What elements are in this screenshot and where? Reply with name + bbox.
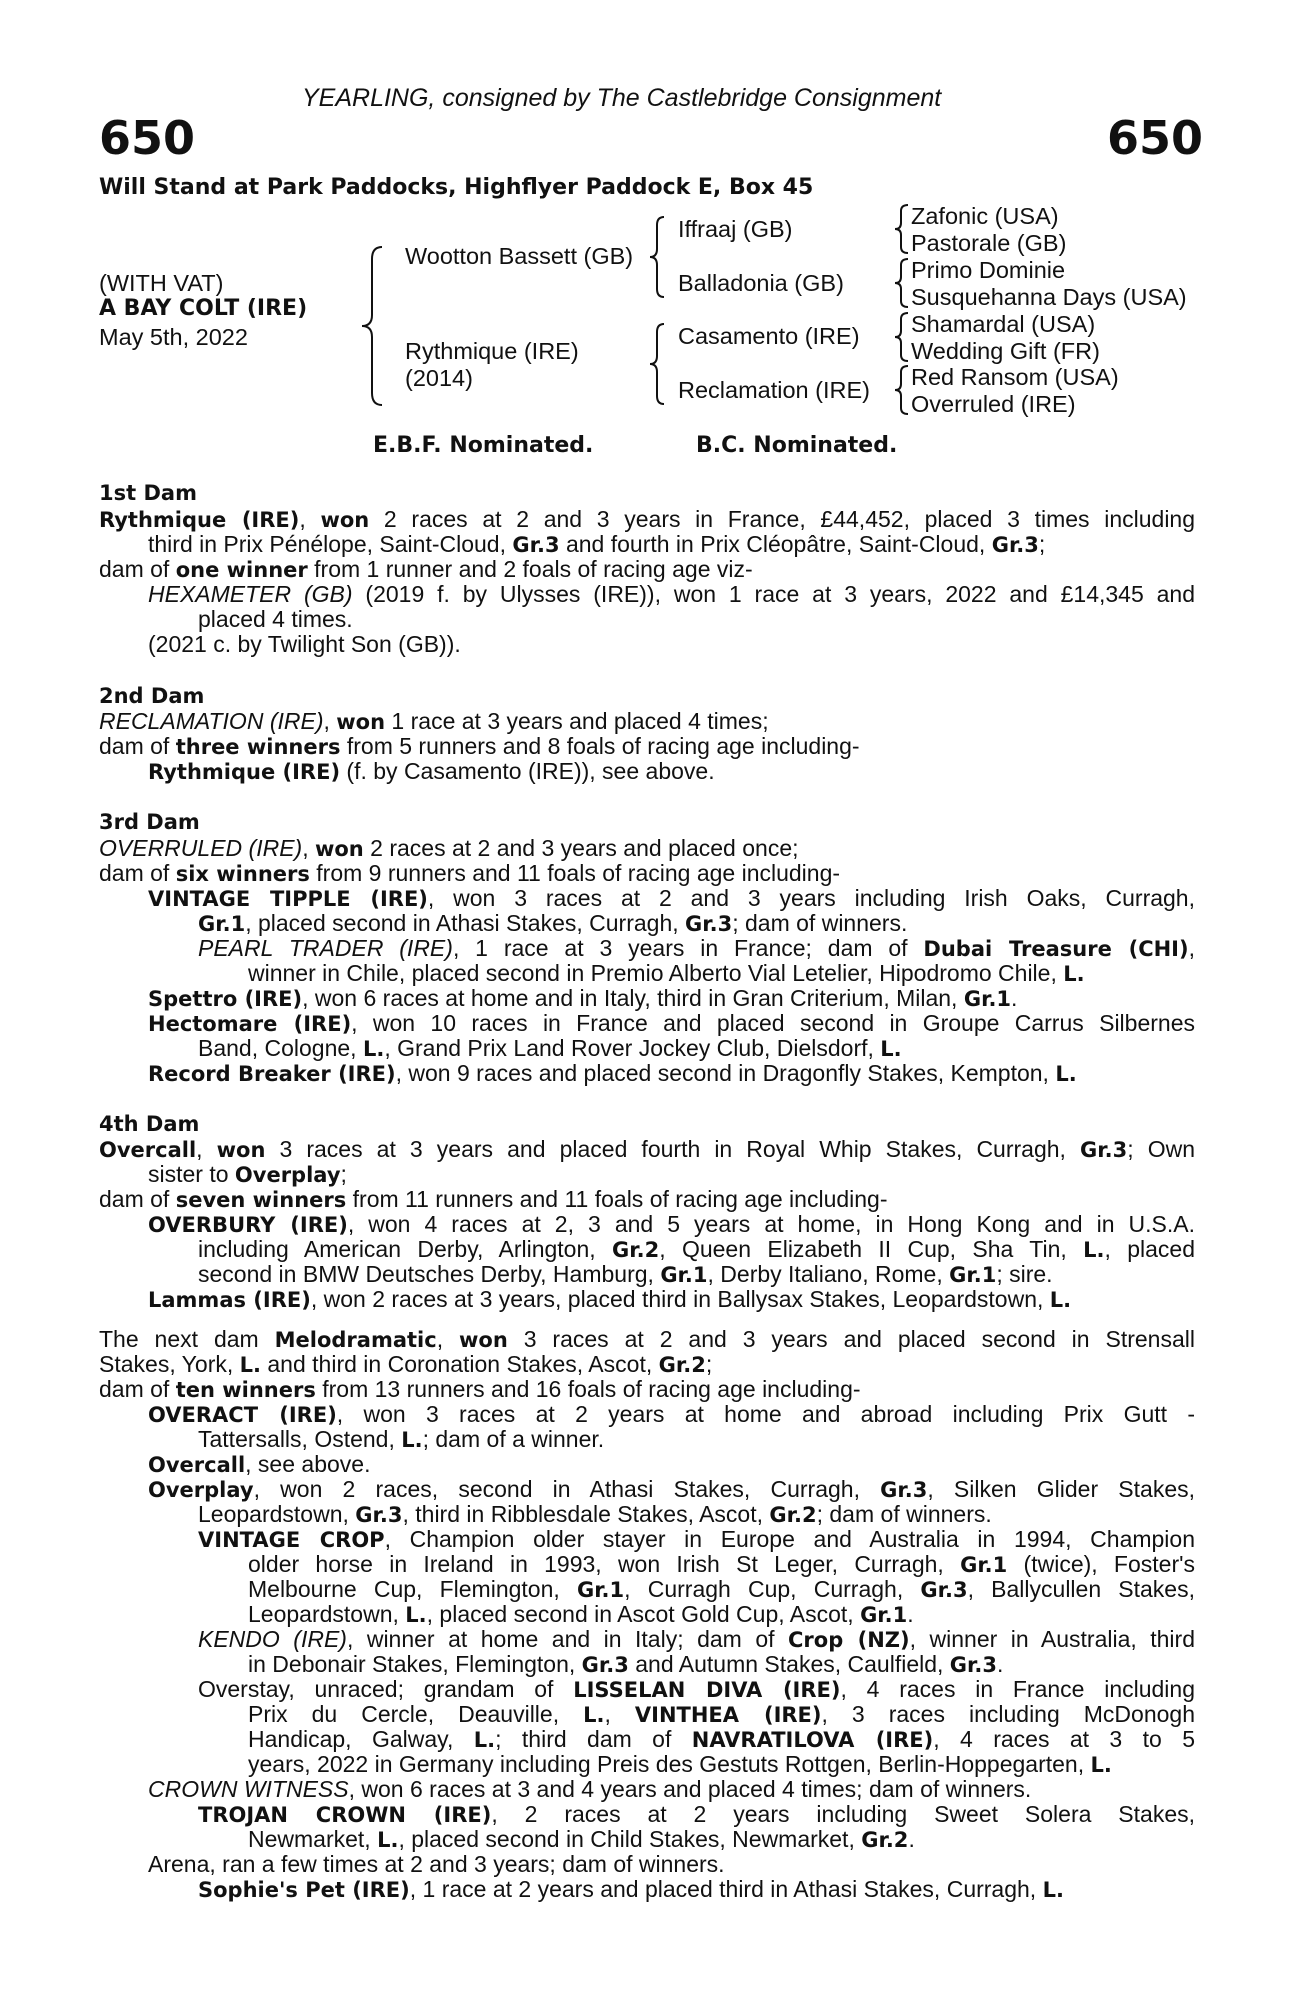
- stand-location: Will Stand at Park Paddocks, Highflyer Paddock E, Box 45: [99, 175, 814, 200]
- text-line: OVERRULED (IRE), won 2 races at 2 and 3 years and placed once;: [99, 835, 799, 861]
- text-line: CROWN WITNESS, won 6 races at 3 and 4 years and placed 4 times; dam of winners.: [148, 1776, 1032, 1802]
- text-line: sister to Overplay;: [148, 1161, 347, 1187]
- consignment-line: YEARLING, consigned by The Castlebridge Consignment: [302, 84, 942, 112]
- text-line: (2021 c. by Twilight Son (GB)).: [148, 631, 461, 657]
- text-line: VINTAGE CROP, Champion older stayer in Europe and Australia in 1994, Champion: [198, 1526, 1196, 1552]
- ped-sds: Primo Dominie: [911, 257, 1066, 283]
- vat-note: (WITH VAT): [99, 270, 224, 296]
- text-line: The next dam Melodramatic, won 3 races at 2 and 3 years and placed second in Strensall: [99, 1326, 1195, 1352]
- text-line: including American Derby, Arlington, Gr.2, Queen Elizabeth II Cup, Sha Tin, L., placed: [198, 1236, 1196, 1262]
- brace-3c: [893, 311, 913, 363]
- section-3rd-dam: 3rd Dam: [99, 810, 200, 834]
- text-line: years, 2022 in Germany including Preis des Gestuts Rottgen, Berlin-Hoppegarten, L.: [248, 1751, 1112, 1777]
- text-line: Leopardstown, Gr.3, third in Ribblesdale Stakes, Ascot, Gr.2; dam of winners.: [198, 1501, 992, 1527]
- text-line: RECLAMATION (IRE), won 1 race at 3 years and placed 4 times;: [99, 708, 769, 734]
- text-line: Spettro (IRE), won 6 races at home and in Italy, third in Gran Criterium, Milan, Gr.1.: [148, 985, 1018, 1011]
- dam: Rythmique (IRE): [405, 338, 579, 364]
- brace-3d: [893, 364, 913, 416]
- ebf-nominated: E.B.F. Nominated.: [373, 433, 594, 458]
- text-line: Arena, ran a few times at 2 and 3 years; dam of winners.: [148, 1851, 725, 1877]
- text-line: OVERBURY (IRE), won 4 races at 2, 3 and 5 years at home, in Hong Kong and in U.S.A.: [148, 1211, 1195, 1237]
- ped-ddd: Overruled (IRE): [911, 391, 1076, 417]
- ped-sss: Zafonic (USA): [911, 203, 1059, 229]
- ped-dss: Shamardal (USA): [911, 311, 1096, 337]
- text-line: Overstay, unraced; grandam of LISSELAN DIVA (IRE), 4 races in France including: [198, 1676, 1195, 1702]
- brace-3b: [893, 257, 913, 309]
- text-line: dam of three winners from 5 runners and 8 foals of racing age including-: [99, 733, 860, 759]
- text-line: OVERACT (IRE), won 3 races at 2 years at home and abroad including Prix Gutt -: [148, 1401, 1195, 1427]
- text-line: Prix du Cercle, Deauville, L., VINTHEA (IRE), 3 races including McDonogh: [248, 1701, 1196, 1727]
- sire-brace: [648, 215, 670, 299]
- text-line: older horse in Ireland in 1993, won Irish St Leger, Curragh, Gr.1 (twice), Foster's: [248, 1551, 1195, 1577]
- text-line: third in Prix Pénélope, Saint-Cloud, Gr.3 and fourth in Prix Cléopâtre, Saint-Cloud, Gr.3;: [148, 531, 1046, 557]
- text-line: Overcall, see above.: [148, 1451, 371, 1477]
- text-line: winner in Chile, placed second in Premio Alberto Vial Letelier, Hipodromo Chile, L.: [248, 960, 1085, 986]
- ped-sdd: Susquehanna Days (USA): [911, 284, 1187, 310]
- ped-dsd: Wedding Gift (FR): [911, 338, 1100, 364]
- section-4th-dam: 4th Dam: [99, 1112, 200, 1136]
- horse-dob: May 5th, 2022: [99, 324, 248, 350]
- horse-name: A BAY COLT (IRE): [99, 296, 308, 321]
- text-line: Rythmique (IRE) (f. by Casamento (IRE)), see above.: [148, 758, 715, 784]
- text-line: Rythmique (IRE), won 2 races at 2 and 3 years in France, £44,452, placed 3 times including: [99, 506, 1196, 532]
- text-line: dam of seven winners from 11 runners and 11 foals of racing age including-: [99, 1186, 888, 1212]
- text-line: Handicap, Galway, L.; third dam of NAVRATILOVA (IRE), 4 races at 3 to 5: [248, 1726, 1195, 1752]
- dam-brace: [648, 322, 670, 406]
- brace-3a: [893, 203, 913, 255]
- text-line: second in BMW Deutsches Derby, Hamburg, Gr.1, Derby Italiano, Rome, Gr.1; sire.: [198, 1261, 1053, 1287]
- pedigree-brace: [360, 245, 390, 407]
- text-line: Stakes, York, L. and third in Coronation Stakes, Ascot, Gr.2;: [99, 1351, 713, 1377]
- sire-sire: Iffraaj (GB): [678, 216, 793, 242]
- text-line: dam of one winner from 1 runner and 2 foals of racing age viz-: [99, 556, 753, 582]
- text-line: Tattersalls, Ostend, L.; dam of a winner.: [198, 1426, 605, 1452]
- text-line: Overcall, won 3 races at 3 years and placed fourth in Royal Whip Stakes, Curragh, Gr.3; Own: [99, 1136, 1195, 1162]
- text-line: PEARL TRADER (IRE), 1 race at 3 years in France; dam of Dubai Treasure (CHI),: [198, 935, 1195, 961]
- text-line: Record Breaker (IRE), won 9 races and placed second in Dragonfly Stakes, Kempton, L.: [148, 1060, 1077, 1086]
- text-line: VINTAGE TIPPLE (IRE), won 3 races at 2 and 3 years including Irish Oaks, Curragh,: [148, 885, 1195, 911]
- lot-number-right: 650: [1106, 111, 1203, 165]
- text-line: Hectomare (IRE), won 10 races in France and placed second in Groupe Carrus Silbernes: [148, 1010, 1195, 1036]
- text-line: dam of six winners from 9 runners and 11 foals of racing age including-: [99, 860, 841, 886]
- lot-number-left: 650: [99, 111, 196, 165]
- text-line: Lammas (IRE), won 2 races at 3 years, placed third in Ballysax Stakes, Leopardstown, L.: [148, 1286, 1072, 1312]
- section-1st-dam: 1st Dam: [99, 481, 197, 505]
- text-line: placed 4 times.: [198, 606, 353, 632]
- text-line: HEXAMETER (GB) (2019 f. by Ulysses (IRE)), won 1 race at 3 years, 2022 and £14,345 and: [148, 581, 1195, 607]
- dam-sire: Casamento (IRE): [678, 323, 860, 349]
- section-2nd-dam: 2nd Dam: [99, 684, 205, 708]
- text-line: in Debonair Stakes, Flemington, Gr.3 and Autumn Stakes, Caulfield, Gr.3.: [248, 1651, 1004, 1677]
- text-line: Band, Cologne, L., Grand Prix Land Rover Jockey Club, Dielsdorf, L.: [198, 1035, 902, 1061]
- bc-nominated: B.C. Nominated.: [696, 433, 898, 458]
- sire: Wootton Bassett (GB): [405, 243, 634, 269]
- text-line: Overplay, won 2 races, second in Athasi Stakes, Curragh, Gr.3, Silken Glider Stakes,: [148, 1476, 1195, 1502]
- sire-dam: Balladonia (GB): [678, 270, 844, 296]
- text-line: Melbourne Cup, Flemington, Gr.1, Curragh Cup, Curragh, Gr.3, Ballycullen Stakes,: [248, 1576, 1195, 1602]
- text-line: Gr.1, placed second in Athasi Stakes, Curragh, Gr.3; dam of winners.: [198, 910, 908, 936]
- text-line: KENDO (IRE), winner at home and in Italy; dam of Crop (NZ), winner in Australia, third: [198, 1626, 1195, 1652]
- ped-ssd: Pastorale (GB): [911, 230, 1067, 256]
- ped-dds: Red Ransom (USA): [911, 364, 1119, 390]
- dam-year: (2014): [405, 365, 473, 391]
- text-line: Sophie's Pet (IRE), 1 race at 2 years and placed third in Athasi Stakes, Curragh, L.: [198, 1876, 1064, 1902]
- text-line: Newmarket, L., placed second in Child Stakes, Newmarket, Gr.2.: [248, 1826, 915, 1852]
- text-line: Leopardstown, L., placed second in Ascot Gold Cup, Ascot, Gr.1.: [248, 1601, 914, 1627]
- dam-dam: Reclamation (IRE): [678, 377, 870, 403]
- text-line: TROJAN CROWN (IRE), 2 races at 2 years including Sweet Solera Stakes,: [198, 1801, 1195, 1827]
- text-line: dam of ten winners from 13 runners and 16 foals of racing age including-: [99, 1376, 861, 1402]
